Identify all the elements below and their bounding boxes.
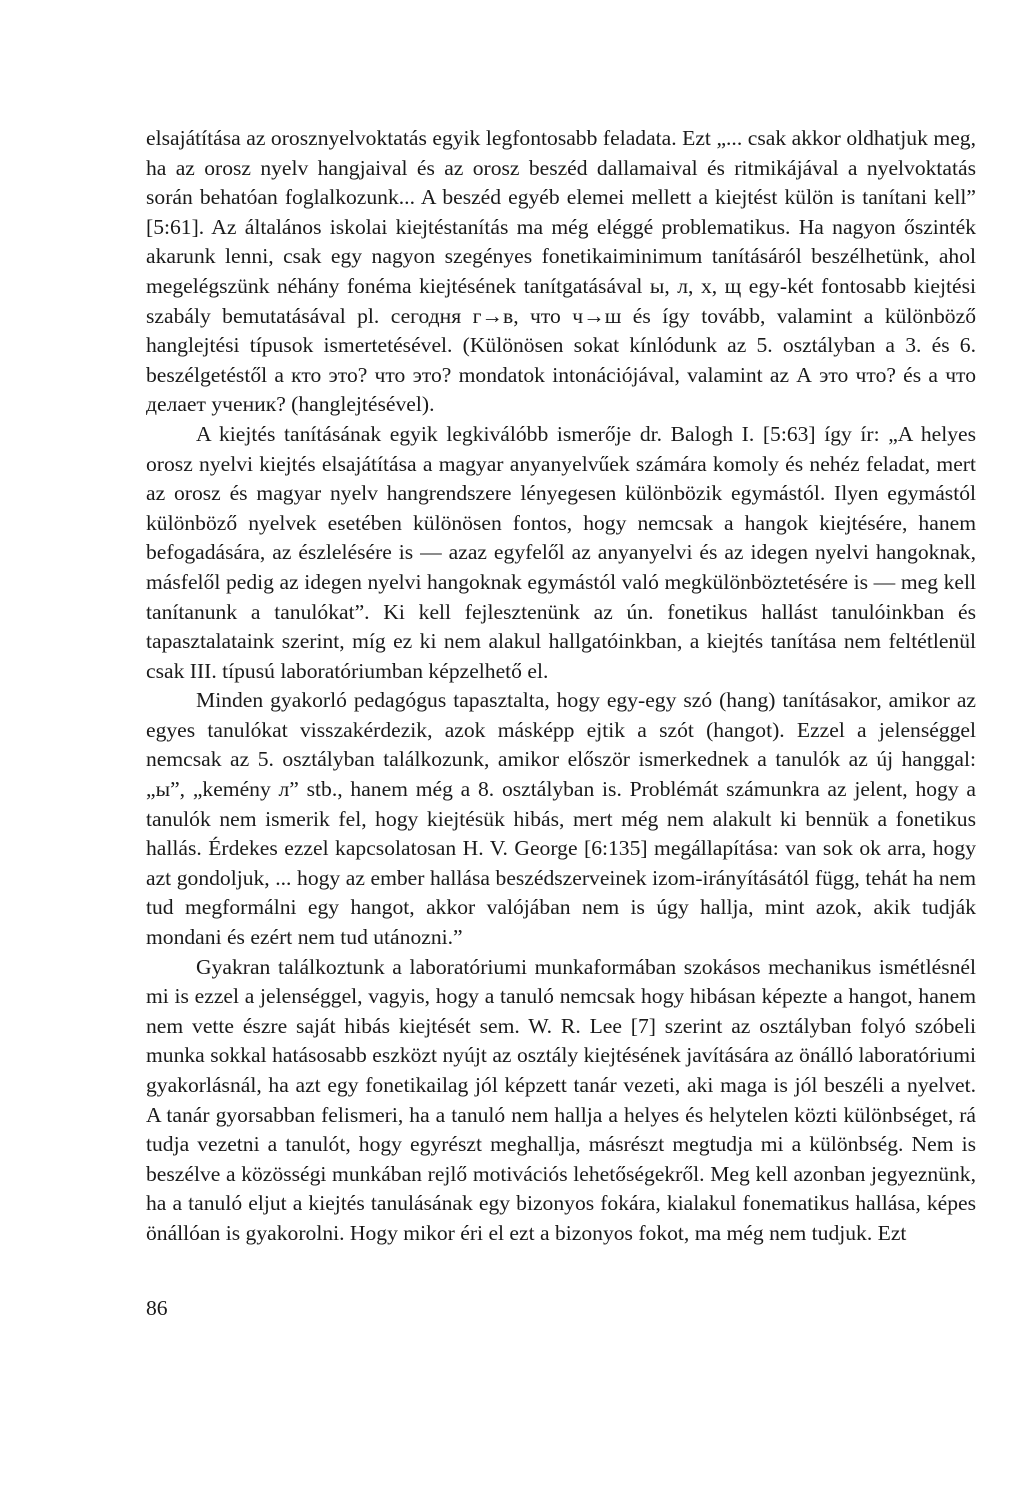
paragraph-2: A kiejtés tanításának egyik legkiválóbb ismerője dr. Balogh I. [5:63] így ír: „A helyes orosz nyelvi kiejtés elsajátítása a magyar anyanyelvűek számára komoly és nehéz feladat, mert az orosz és magyar nyelv hangrendszere lényegesen különbözik egymástól. Ilyen egymástól különböző nyelvek esetében különösen fontos, hogy nemcsak a hangok kiejtésére, hanem befogadására, az észlelésére is — azaz egyfelől az anyanyelvi és az idegen nyelvi hangoknak, másfelől pedig az idegen nyelvi hangoknak egymástól való megkülönböztetésére is — meg kell tanítanunk a tanulókat”. Ki kell fejlesztenünk az ún. fonetikus hallást tanulóinkban és tapasztalataink szerint, míg ez ki nem alakul hallgatóinkban, a kiejtés tanítása nem feltétlenül csak III. típusú laboratóriumban képzelhető el. — [146, 421, 976, 683]
paragraph-1: elsajátítása az orosznyelvoktatás egyik legfontosabb feladata. Ezt „... csak akkor oldhatjuk meg, ha az orosz nyelv hangjaival és az orosz beszéd dallamaival és ritmikájával a nyelvoktatás során behatóan foglalkozunk... A beszéd egyéb elemei mellett a kiejtést külön is tanítani kell” [5:61]. Az általános iskolai kiejtéstanítás ma még eléggé problematikus. Ha nagyon őszinték akarunk lenni, csak egy nagyon szegényes fonetikaiminimum tanításáról beszélhetünk, ahol megelégszünk néhány fonéma kiejtésének tanítgatásával ы, л, х, щ egy-két fontosabb kiejtési szabály bemutatásával pl. сегодня г→в, что ч→ш és így tovább, valamint a különböző hanglejtési típusok ismertetésével. (Különösen sokat kínlódunk az 5. osztályban a 3. és 6. beszélgetéstől a кто это? что это? mondatok intonációjával, valamint az А это что? és а что делает ученик? (hanglejtésével). — [146, 126, 976, 417]
paragraph-4: Gyakran találkoztunk a laboratóriumi munkaformában szokásos mechanikus ismétlésnél mi is ezzel a jelenséggel, vagyis, hogy a tanuló nemcsak hogy hibásan képezte a hangot, hanem nem vette észre saját hibás kiejtését sem. W. R. Lee [7] szerint az osztályban folyó szóbeli munka sokkal hatásosabb eszközt nyújt az osztály kiejtésének javítására az önálló laboratóriumi gyakorlásnál, ha azt egy fonetikailag jól képzett tanár vezeti, aki maga is jól beszéli a nyelvet. A tanár gyorsabban felismeri, ha a tanuló nem hallja a helyes és helytelen közti különbséget, rá tudja vezetni a tanulót, hogy egyrészt meghallja, másrészt megtudja mi a különbség. Nem is beszélve a közösségi munkában rejlő motivációs lehetőségekről. Meg kell azonban jegyeznünk, ha a tanuló eljut a kiejtés tanulásának egy bizonyos fokára, kialakul fonematikus hallása, képes önállóan is gyakorolni. Hogy mikor éri el ezt a bizonyos fokot, ma még nem tudjuk. Ezt — [146, 954, 976, 1245]
page-number: 86 — [146, 1296, 168, 1320]
page-body — [146, 124, 976, 1249]
paragraph-3: Minden gyakorló pedagógus tapasztalta, hogy egy-egy szó (hang) tanításakor, amikor az egyes tanulókat visszakérdezik, azok másképp ejtik a szót (hangot). Ezzel a jelenséggel nemcsak az 5. osztályban találkozunk, amikor először ismerkednek a tanulók az új hanggal: „ы”, „kemény л” stb., hanem még a 8. osztályban is. Problémát számunkra az jelent, hogy a tanulók nem ismerik fel, hogy kiejtésük hibás, mert még nem alakult ki bennük a fonetikus hallás. Érdekes ezzel kapcsolatosan H. V. George [6:135] megállapítása: van sok ok arra, hogy azt gondoljuk, ... hogy az ember hallása beszédszerveinek izom-irányításától függ, tehát ha nem tud megformálni egy hangot, akkor valójában nem is úgy hallja, mint azok, akik tudják mondani és ezért nem tud utánozni.” — [146, 688, 976, 950]
